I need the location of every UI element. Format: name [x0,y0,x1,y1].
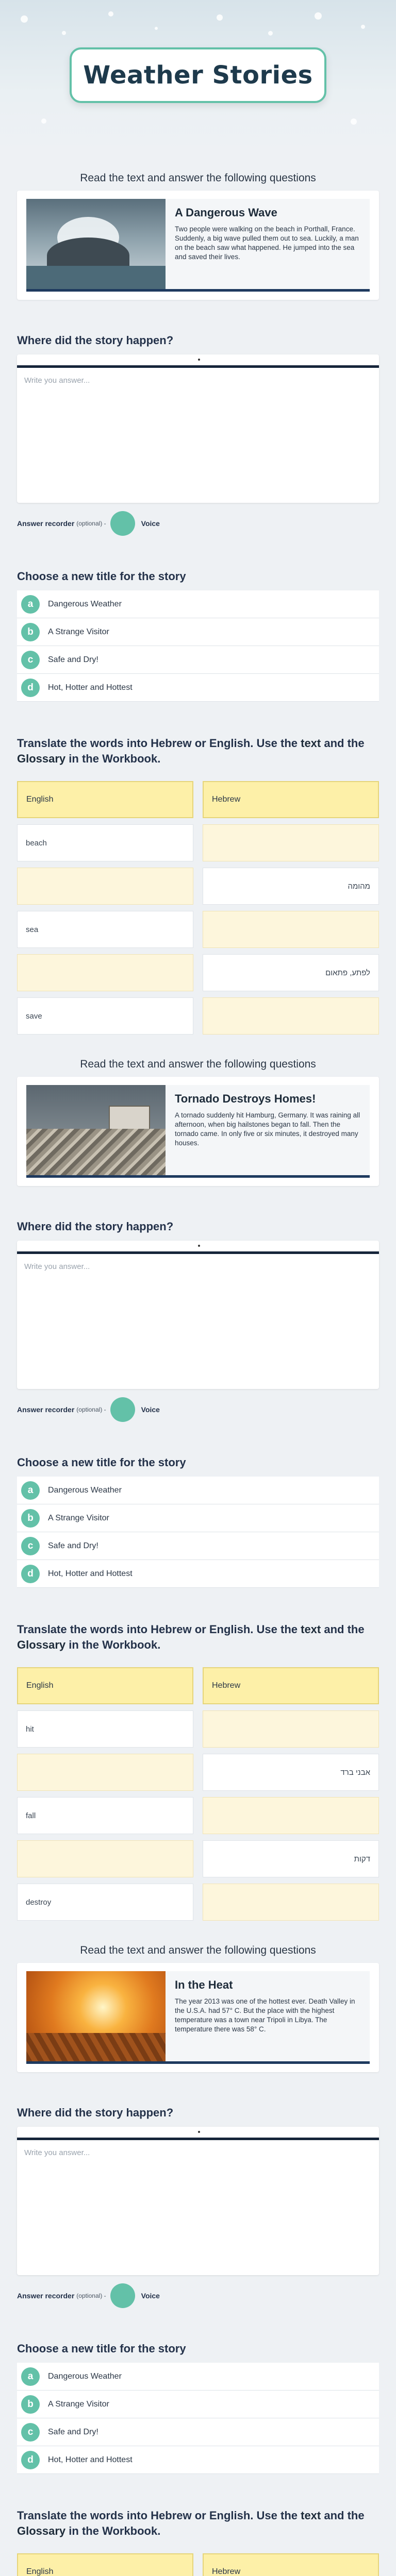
option-letter: a [21,595,40,614]
stories-container [17,155,379,2576]
title-option[interactable] [17,618,379,646]
record-button[interactable] [110,1397,135,1422]
english-cell: sea [17,911,193,948]
english-cell[interactable] [17,1840,193,1877]
translate-instruction [17,736,379,767]
editor-toolbar [17,1241,379,1254]
option-letter: d [21,1565,40,1583]
story-heading: Tornado Destroys Homes! [175,1092,316,1105]
answer-recorder [17,1397,379,1422]
table-row [17,911,379,948]
option-label: Hot, Hotter and Hottest [48,1569,133,1578]
english-cell: beach [17,824,193,861]
hebrew-cell[interactable] [203,824,379,861]
reading-card [17,1963,379,2072]
option-letter: a [21,1481,40,1500]
option-label: Safe and Dry! [48,1541,98,1550]
answer-recorder [17,511,379,536]
translate-part1: Translate the words into Hebrew or English. Use the [17,1623,298,1636]
record-button[interactable] [110,2283,135,2308]
translate-instruction [17,2508,379,2539]
title-options [17,2363,379,2474]
table-row [17,1710,379,1748]
title-card [70,47,326,103]
col-hebrew-header: Hebrew [203,2553,379,2576]
editor-toolbar [17,354,379,368]
col-hebrew-header: Hebrew [203,1667,379,1704]
story-heading: A Dangerous Wave [175,206,277,219]
translate-glossary-word: Glossary [17,752,66,765]
answer-editor[interactable] [17,354,379,503]
hebrew-cell[interactable] [203,1884,379,1921]
translate-text-word: text [301,737,321,750]
translation-table [8,1661,388,1927]
option-letter: a [21,2367,40,2386]
recorder-voice: Voice [141,1405,160,1414]
hebrew-cell: אבני ברד [203,1754,379,1791]
english-cell[interactable] [17,954,193,991]
table-row [17,997,379,1035]
translate-instruction [17,1622,379,1653]
record-button[interactable] [110,511,135,536]
title-option[interactable] [17,674,379,702]
option-label: Hot, Hotter and Hottest [48,2455,133,2464]
option-letter: d [21,2451,40,2469]
english-cell[interactable] [17,1754,193,1791]
option-letter: c [21,2423,40,2442]
answer-input[interactable]: Write you answer... [24,2148,90,2157]
hero-banner [0,0,396,155]
option-label: A Strange Visitor [48,627,109,636]
option-letter: c [21,1537,40,1555]
story-section [17,1927,379,2576]
recorder-label: Answer recorder [17,1405,75,1414]
hebrew-cell: לפתע, פתאום [203,954,379,991]
story-section [17,1041,379,1927]
answer-input[interactable]: Write you answer... [24,1262,90,1271]
hebrew-cell: דקות [203,1840,379,1877]
option-label: Dangerous Weather [48,599,122,608]
wave-photo-icon [26,199,166,289]
translate-part3: in the Workbook. [69,752,161,765]
read-instruction: Read the text and answer the following questions [80,1944,316,1956]
where-question: Where did the story happen? [17,334,174,347]
story-section [17,155,379,1041]
translation-table [8,775,388,1041]
translate-text-word: text [301,2509,321,2522]
table-row [17,1884,379,1921]
story-text: Two people were walking on the beach in Porthall, France. Suddenly, a big wave pulled them out to sea. Luckily, a man on the beach saw what happened. He jumped into the sea and saved their lives. [175,225,359,261]
option-label: Safe and Dry! [48,2427,98,2436]
translate-part1: Translate the words into Hebrew or English. Use the [17,737,298,750]
title-options [17,590,379,702]
editor-toolbar [17,2127,379,2140]
translate-text-word: text [301,1623,321,1636]
table-row [17,1754,379,1791]
col-english-header: English [17,1667,193,1704]
option-letter: b [21,2395,40,2414]
col-english-header: English [17,2553,193,2576]
read-instruction: Read the text and answer the following questions [80,1058,316,1070]
translate-glossary-word: Glossary [17,1638,66,1651]
option-letter: b [21,623,40,641]
recorder-optional: (optional) - [76,520,106,527]
hebrew-cell[interactable] [203,911,379,948]
title-options [17,1477,379,1588]
col-english-header: English [17,781,193,818]
answer-recorder [17,2283,379,2308]
recorder-label: Answer recorder [17,519,75,528]
english-cell: destroy [17,1884,193,1921]
recorder-voice: Voice [141,519,160,528]
title-option[interactable] [17,2446,379,2474]
reading-card [17,1077,379,1186]
story-text: The year 2013 was one of the hottest ever. Death Valley in the U.S.A. had 57° C. But the place with the highest temperature was a town near Tripoli in Libya. The temperature there was 58° C. [175,1997,355,2033]
table-row [17,868,379,905]
option-letter: b [21,1509,40,1528]
hebrew-cell[interactable] [203,997,379,1035]
title-option[interactable] [17,646,379,674]
heat-photo-icon [26,1971,166,2061]
recorder-optional: (optional) - [76,2292,106,2299]
title-option[interactable] [17,2418,379,2446]
recorder-label: Answer recorder [17,2292,75,2300]
option-label: A Strange Visitor [48,1513,109,1522]
title-option[interactable] [17,2363,379,2391]
table-row [17,824,379,861]
hebrew-cell[interactable] [203,1710,379,1748]
title-option[interactable] [17,1477,379,1504]
answer-editor[interactable] [17,2127,379,2275]
english-cell: fall [17,1797,193,1834]
translate-part3: in the Workbook. [69,2524,161,2537]
where-question: Where did the story happen? [17,1220,174,1233]
title-option[interactable] [17,1560,379,1588]
col-hebrew-header: Hebrew [203,781,379,818]
reading-card [17,191,379,300]
read-instruction: Read the text and answer the following questions [80,172,316,184]
tornado-photo-icon [26,1085,166,1175]
option-label: A Strange Visitor [48,2399,109,2409]
recorder-voice: Voice [141,2292,160,2300]
story-heading: In the Heat [175,1978,233,1991]
hebrew-cell: מהומה [203,868,379,905]
answer-editor[interactable] [17,1241,379,1389]
where-question: Where did the story happen? [17,2106,174,2119]
english-cell: save [17,997,193,1035]
translate-part2: and the [324,1623,365,1636]
title-question: Choose a new title for the story [17,570,186,583]
option-letter: c [21,651,40,669]
title-question: Choose a new title for the story [17,1456,186,1469]
option-label: Safe and Dry! [48,655,98,664]
title-option[interactable] [17,590,379,618]
table-row [17,954,379,991]
translate-part2: and the [324,2509,365,2522]
table-row [17,1797,379,1834]
english-cell: hit [17,1710,193,1748]
hebrew-cell[interactable] [203,1797,379,1834]
translate-part3: in the Workbook. [69,1638,161,1651]
title-option[interactable] [17,1504,379,1532]
title-question: Choose a new title for the story [17,2342,186,2355]
translate-part2: and the [324,737,365,750]
translation-table [8,2547,388,2576]
option-label: Dangerous Weather [48,1485,122,1495]
translate-glossary-word: Glossary [17,2524,66,2537]
page-title: Weather Stories [83,61,313,90]
recorder-optional: (optional) - [76,1406,106,1413]
option-label: Dangerous Weather [48,2371,122,2381]
story-text: A tornado suddenly hit Hamburg, Germany. It was raining all afternoon, when big hailstones began to fall. Then the tornado came. In only five or six minutes, it destroyed many houses. [175,1111,360,1147]
english-cell[interactable] [17,868,193,905]
title-option[interactable] [17,1532,379,1560]
answer-input[interactable]: Write you answer... [24,376,90,385]
translate-part1: Translate the words into Hebrew or English. Use the [17,2509,298,2522]
table-row [17,1840,379,1877]
option-letter: d [21,679,40,697]
title-option[interactable] [17,2391,379,2418]
option-label: Hot, Hotter and Hottest [48,683,133,692]
